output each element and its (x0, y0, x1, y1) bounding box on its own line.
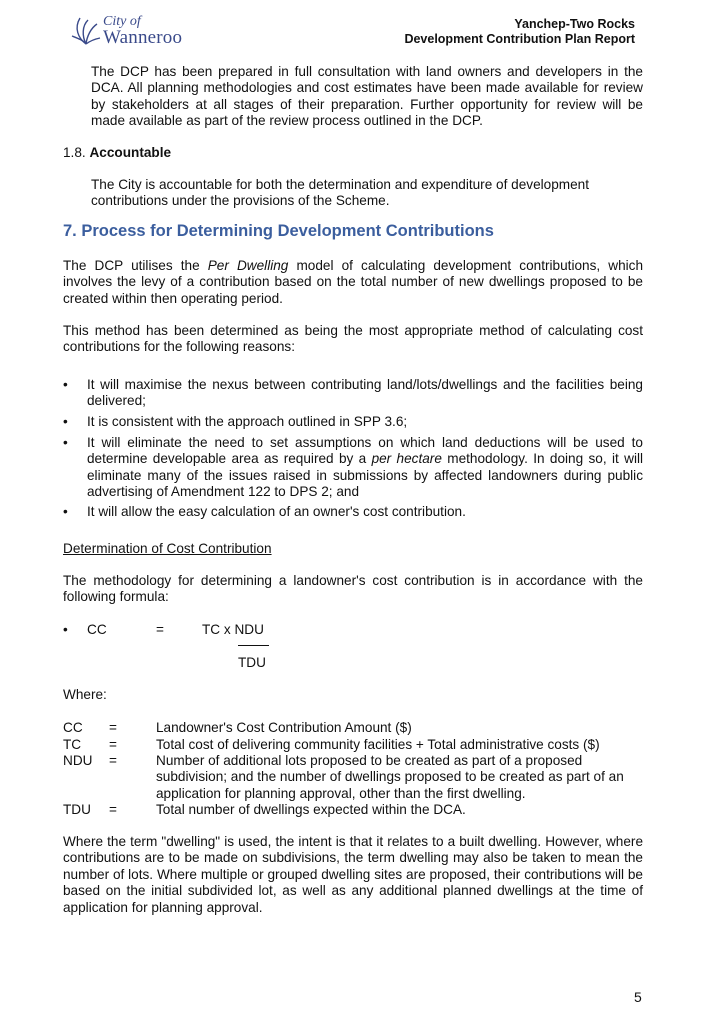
bullet3-text-b: methodology. In doing so, it will eliminate many of the issues raised in submissions by affected landowners during public advertising of Amendment 122 to DPS 2; and (87, 451, 644, 500)
logo-small-text: City of (103, 14, 141, 29)
list-item (87, 435, 643, 501)
cost-contribution-heading: Determination of Cost Contribution (63, 541, 272, 556)
para1-text-a: The DCP utilises the (63, 258, 208, 273)
city-of-wanneroo-logo (70, 14, 190, 48)
per-dwelling-paragraph (63, 258, 643, 307)
bullet3-text-a: It will eliminate the need to set assumptions on which land deductions will be used to determine developable area as required by a (87, 435, 643, 467)
logo-name-text: Wanneroo (103, 27, 183, 48)
subsection-1-8-heading (63, 145, 171, 161)
bullet-marker: • (63, 414, 68, 429)
header-title-line2: Development Contribution Plan Report (404, 32, 635, 46)
definition-equals: = (109, 720, 117, 735)
definition-description: Total cost of delivering community facilities + Total administrative costs ($) (156, 736, 600, 752)
para1-text-b: model of calculating development contributions, which involves the levy of a contribution based on the total number of new dwellings proposed to be created within then operating period. (63, 258, 644, 306)
definition-equals: = (109, 802, 117, 817)
cost-formula (0, 622, 705, 672)
definition-term: CC (63, 720, 83, 735)
dwelling-term-paragraph: Where the term "dwelling" is used, the intent is that it relates to a built dwelling. However, where contributions are to be made on subdivisions, the term dwelling may also be taken to mean the number of lots. Where multiple or grouped dwelling sites are proposed, their contributions will be based on the initial subdivided lot, as well as any additional planned dwellings at the time of application for planning approval. (63, 834, 643, 915)
para1-emphasis: Per Dwelling (207, 258, 289, 273)
definition-equals: = (109, 753, 117, 768)
list-item: It is consistent with the approach outlined in SPP 3.6; (87, 414, 408, 429)
formula-numerator: TC x NDU (202, 622, 264, 637)
definition-term: TDU (63, 802, 91, 817)
formula-intro-paragraph: The methodology for determining a landowner's cost contribution is in accordance with the following formula: (63, 573, 643, 605)
definition-term: TC (63, 736, 82, 752)
fraction-bar (238, 645, 269, 646)
reasons-list (0, 377, 705, 517)
definition-description: Number of additional lots proposed to be created as part of a proposed subdivision; and the number of dwellings proposed to be created as part of an application for planning approval, other than the first dwelling. (156, 753, 624, 801)
definition-description: Landowner's Cost Contribution Amount ($) (156, 720, 412, 735)
definitions-list (0, 720, 705, 820)
header-title-line1: Yanchep-Two Rocks (514, 17, 635, 31)
page-number: 5 (634, 989, 642, 1005)
logo-swirl-icon (70, 14, 102, 48)
formula-denominator: TDU (238, 655, 266, 670)
definition-equals: = (109, 736, 117, 752)
formula-lhs: CC (87, 622, 107, 637)
list-item: It will maximise the nexus between contributing land/lots/dwellings and the facilities being delivered; (87, 377, 643, 409)
definition-description: Total number of dwellings expected within the DCA. (156, 802, 466, 817)
accountable-paragraph: The City is accountable for both the determination and expenditure of development contributions under the provisions of the Scheme. (91, 177, 589, 209)
subsection-title: Accountable (89, 145, 172, 160)
section-7-heading: 7. Process for Determining Development Contributions (63, 222, 494, 240)
definition-term: NDU (63, 753, 93, 768)
list-item: It will allow the easy calculation of an owner's cost contribution. (87, 504, 466, 519)
bullet-marker: • (63, 504, 68, 519)
intro-paragraph: The DCP has been prepared in full consultation with land owners and developers in the DCA. All planning methodologies and cost estimates have been made available for review by stakeholders at all stages of their preparation. Further opportunity for review will be made available as part of the review process outlined in the DCP. (91, 64, 643, 129)
bullet3-emphasis: per hectare (371, 451, 442, 467)
bullet-marker: • (63, 435, 68, 450)
bullet-marker: • (63, 377, 68, 392)
formula-equals: = (156, 622, 164, 637)
method-paragraph: This method has been determined as being the most appropriate method of calculating cost contributions for the following reasons: (63, 323, 643, 355)
bullet-marker: • (63, 622, 68, 637)
where-label: Where: (63, 687, 107, 702)
subsection-number: 1.8. (63, 145, 86, 160)
report-header (404, 17, 635, 47)
